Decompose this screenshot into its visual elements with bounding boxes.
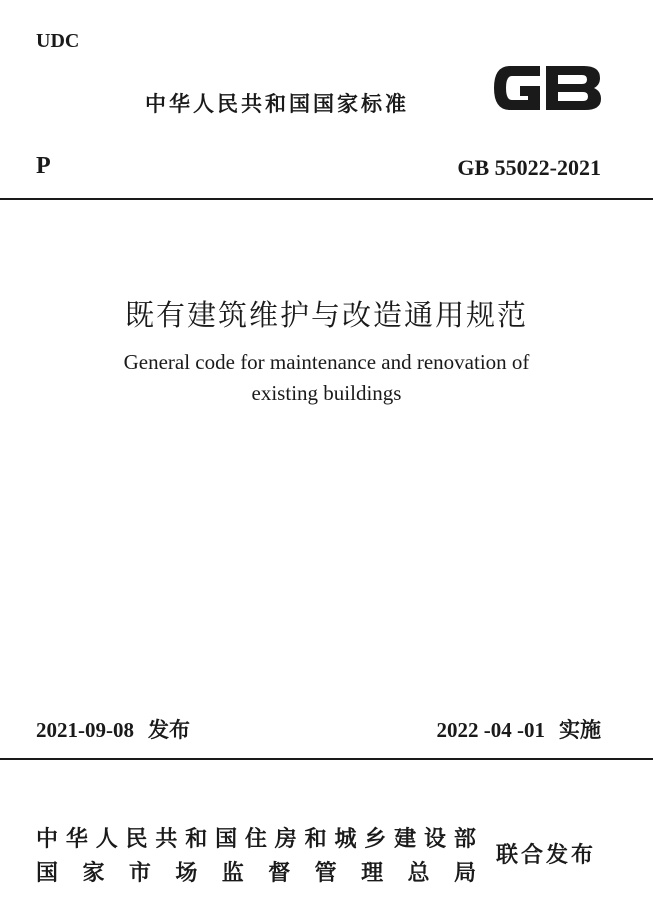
issuer-administration xyxy=(36,856,476,887)
issuer-char: 国 xyxy=(36,861,59,886)
issuer-char: 住 xyxy=(244,827,267,852)
implement-label: 实施 xyxy=(559,718,601,742)
gb-logo xyxy=(488,58,606,118)
standard-number: GB 55022-2021 xyxy=(457,155,601,180)
implement-date: 2022 -04 -01 xyxy=(436,718,545,742)
category-code: P xyxy=(36,153,51,179)
issuer-char: 总 xyxy=(407,861,430,886)
issuer-char: 部 xyxy=(453,827,476,852)
issuer-char: 场 xyxy=(175,861,198,886)
national-standard-heading: 中华人民共和国国家标准 xyxy=(145,92,409,116)
issuer-char: 建 xyxy=(394,827,417,852)
implement-info xyxy=(437,714,602,744)
title-english-line-1: General code for maintenance and renovation of xyxy=(123,350,530,374)
issuer-char: 城 xyxy=(334,827,357,852)
bottom-divider xyxy=(0,758,653,760)
title-chinese: 既有建筑维护与改造通用规范 xyxy=(124,298,528,332)
issuer-char: 和 xyxy=(304,827,327,852)
issuer-char: 共 xyxy=(155,827,178,852)
issuer-char: 中 xyxy=(36,827,59,852)
issuer-char: 房 xyxy=(274,827,297,852)
issuer-char: 管 xyxy=(314,861,337,886)
issue-date: 2021-09-08 xyxy=(36,718,134,742)
issuer-char: 理 xyxy=(361,861,384,886)
issue-info xyxy=(36,714,190,744)
issuer-char: 和 xyxy=(185,827,208,852)
udc-label: UDC xyxy=(36,30,80,52)
issuer-char: 设 xyxy=(423,827,446,852)
joint-issue-label: 联合发布 xyxy=(496,843,597,868)
issuer-char: 国 xyxy=(215,827,238,852)
issuer-char: 乡 xyxy=(364,827,387,852)
top-divider xyxy=(0,198,653,200)
issuer-char: 人 xyxy=(95,827,118,852)
issuer-char: 局 xyxy=(453,861,476,886)
issue-label: 发布 xyxy=(148,718,190,742)
issuer-char: 市 xyxy=(128,861,151,886)
issuer-char: 民 xyxy=(125,827,148,852)
title-english-line-2: existing buildings xyxy=(251,381,402,405)
issuer-char: 监 xyxy=(221,861,244,886)
title-english xyxy=(0,347,653,409)
issuer-char: 华 xyxy=(65,827,88,852)
issuer-char: 家 xyxy=(82,861,105,886)
issuer-char: 督 xyxy=(268,861,291,886)
issuer-ministry xyxy=(36,822,476,853)
